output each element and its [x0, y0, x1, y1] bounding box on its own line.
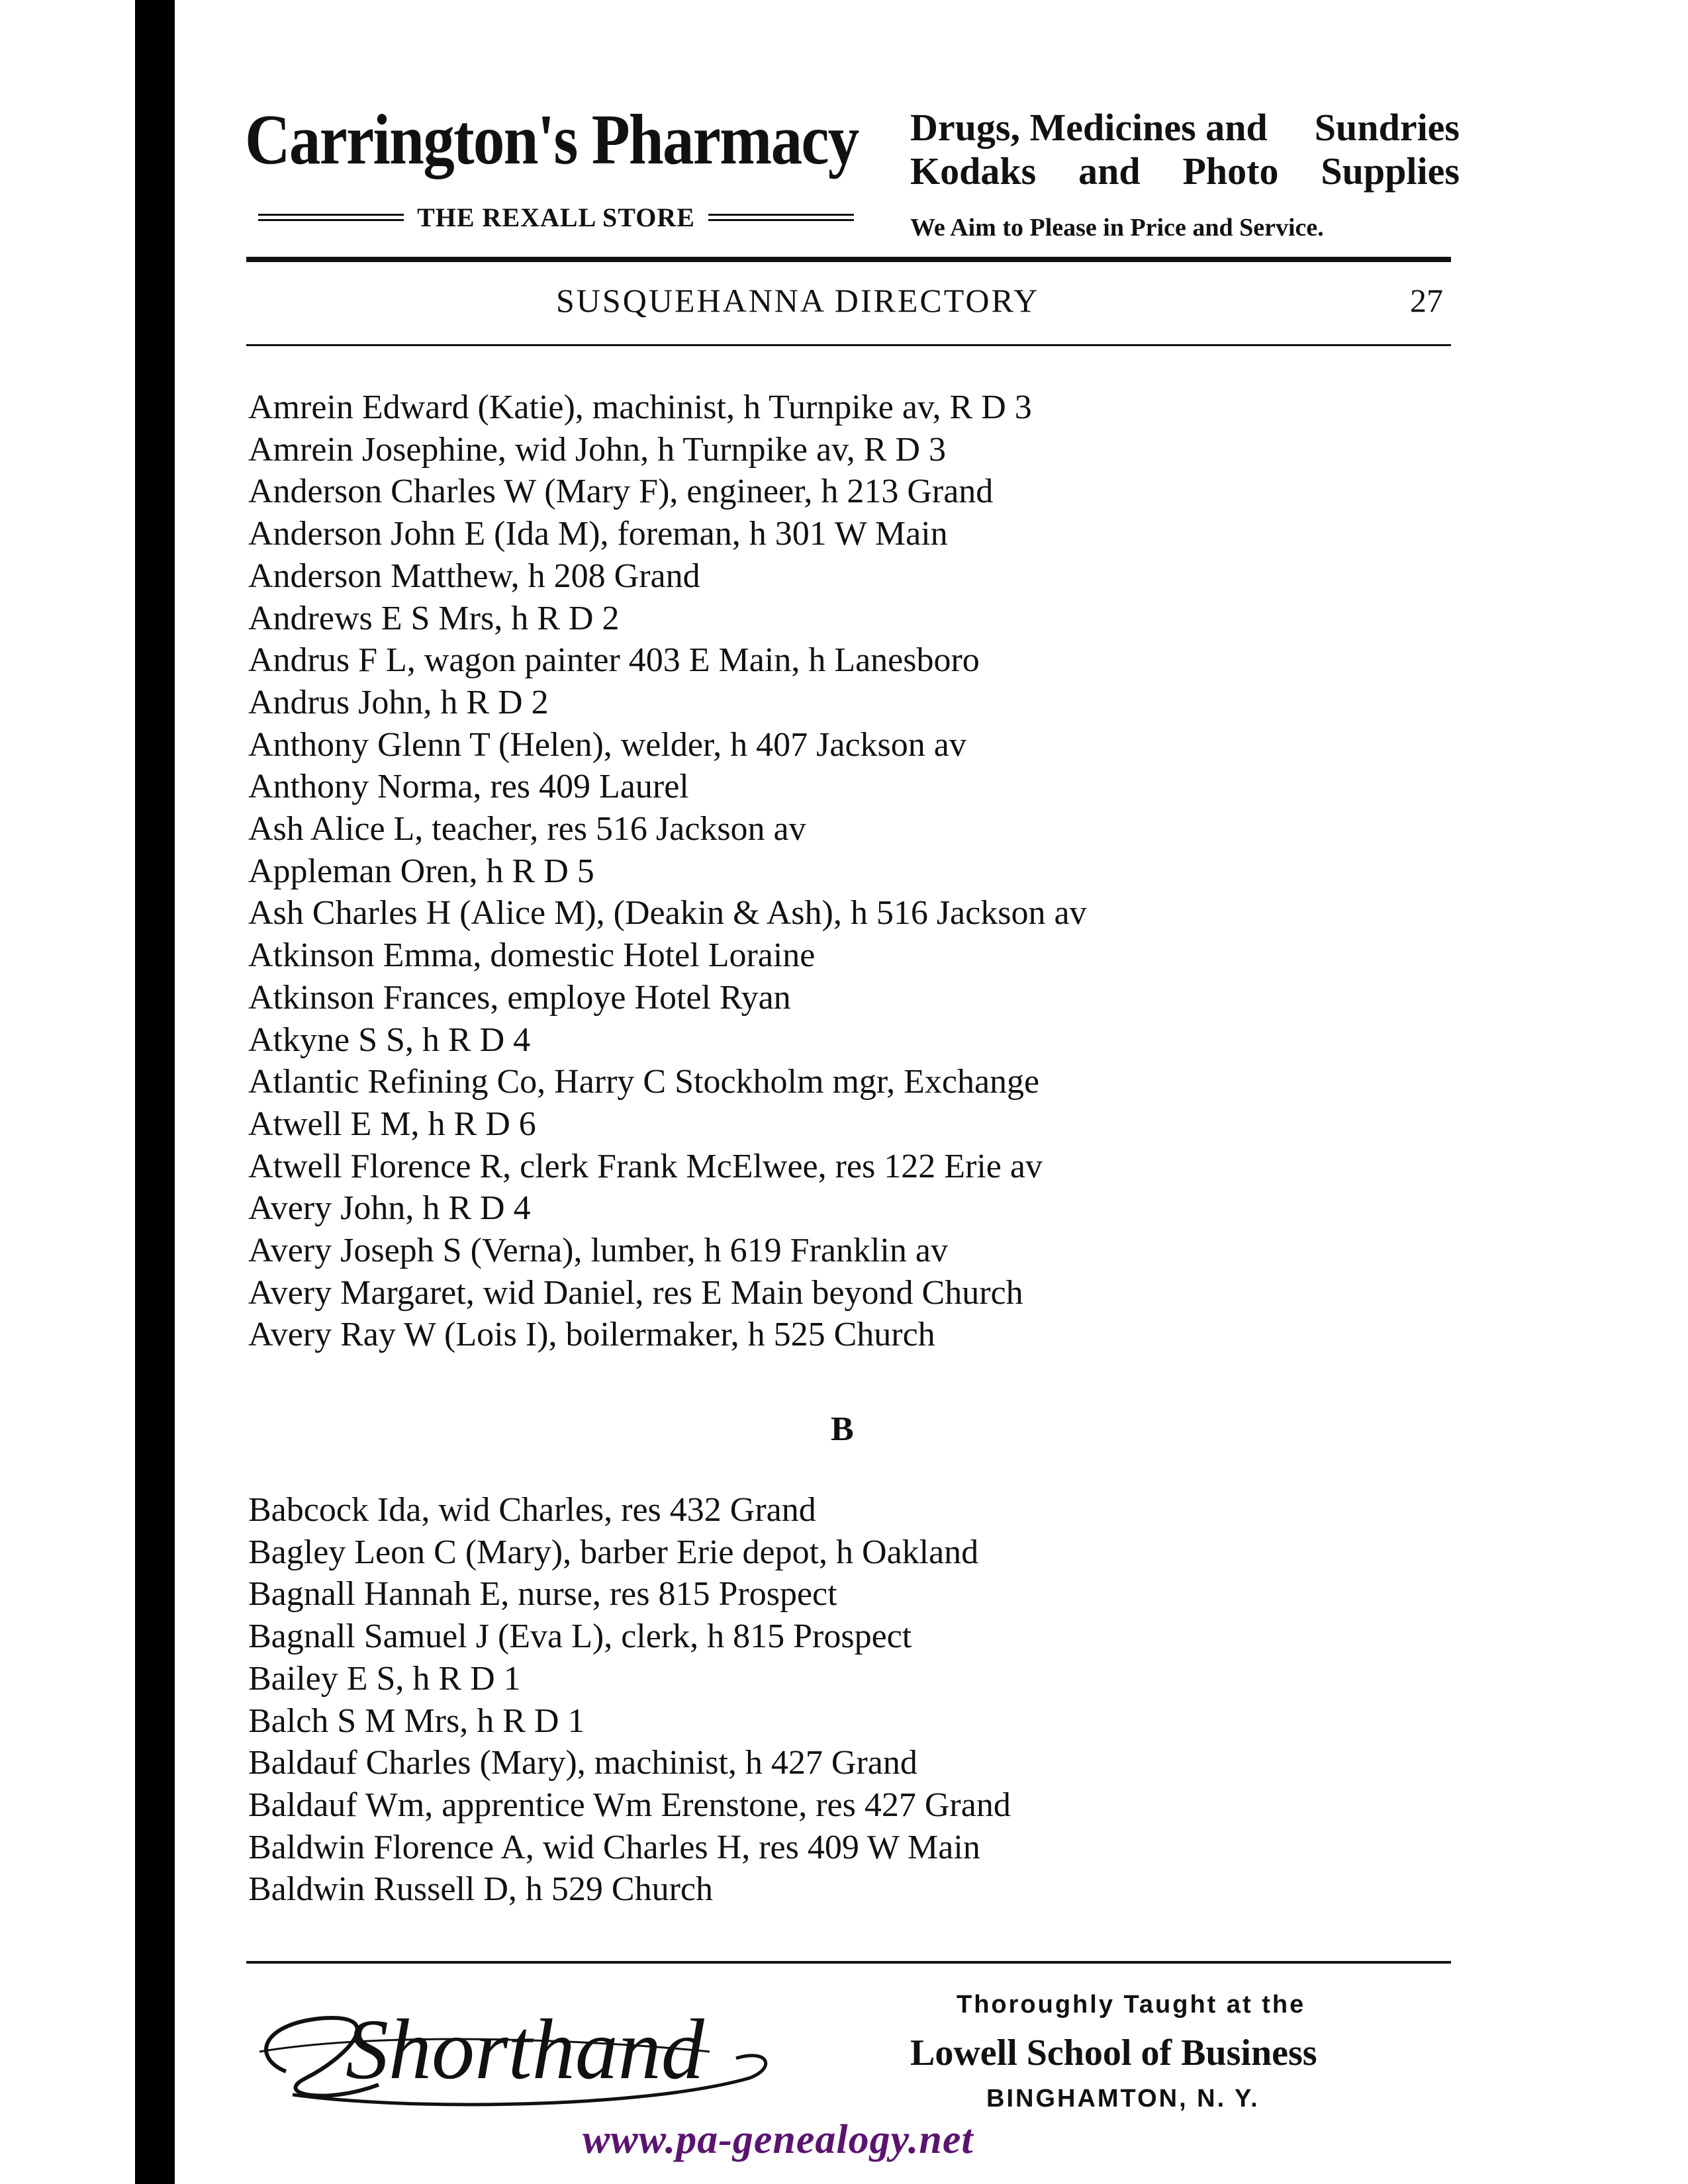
directory-entry: Atkinson Frances, employe Hotel Ryan — [248, 978, 791, 1017]
directory-entry: Ash Charles H (Alice M), (Deakin & Ash), h 516 Jackson av — [248, 894, 1087, 933]
directory-entry: Atkyne S S, h R D 4 — [248, 1021, 531, 1059]
section-heading: B — [831, 1410, 854, 1448]
school-name: Lowell School of Business — [910, 2032, 1317, 2073]
rexall-store-line — [245, 202, 867, 233]
directory-entry: Bailey E S, h R D 1 — [248, 1659, 521, 1698]
products-line-1 — [910, 106, 1460, 150]
directory-entry: Appleman Oren, h R D 5 — [248, 852, 594, 890]
directory-entry: Baldauf Wm, apprentice Wm Erenstone, res 427 Grand — [248, 1786, 1011, 1824]
directory-entry: Bagnall Hannah E, nurse, res 815 Prospect — [248, 1575, 837, 1614]
directory-entry: Ash Alice L, teacher, res 516 Jackson av — [248, 810, 806, 848]
directory-entry: Baldauf Charles (Mary), machinist, h 427 Grand — [248, 1744, 917, 1782]
directory-entry: Atwell E M, h R D 6 — [248, 1105, 536, 1143]
directory-entry: Bagnall Samuel J (Eva L), clerk, h 815 Prospect — [248, 1617, 912, 1656]
divider — [708, 214, 854, 221]
website-watermark: www.pa-genealogy.net — [583, 2117, 974, 2162]
products-line-2 — [910, 150, 1460, 193]
directory-entry: Anthony Glenn T (Helen), welder, h 407 Jackson av — [248, 725, 966, 764]
products-text: Drugs, Medicines and — [910, 106, 1268, 149]
rexall-store-label: THE REXALL STORE — [417, 203, 695, 232]
directory-entry: Avery Joseph S (Verna), lumber, h 619 Franklin av — [248, 1232, 948, 1270]
directory-entry: Anderson Matthew, h 208 Grand — [248, 557, 700, 595]
school-city: BINGHAMTON, N. Y. — [986, 2085, 1260, 2113]
directory-entry: Avery Ray W (Lois I), boilermaker, h 525 Church — [248, 1316, 935, 1354]
directory-entry: Baldwin Russell D, h 529 Church — [248, 1870, 713, 1909]
directory-entries-b — [248, 1489, 1453, 1911]
products-text: Photo — [1182, 150, 1279, 193]
taught-line: Thoroughly Taught at the — [957, 1991, 1306, 2019]
directory-entry: Bagley Leon C (Mary), barber Erie depot, h Oakland — [248, 1533, 979, 1571]
shorthand-script-logo — [246, 1979, 782, 2111]
directory-entry: Amrein Edward (Katie), machinist, h Turnpike av, R D 3 — [248, 388, 1032, 426]
products-text: Sundries — [1314, 106, 1460, 149]
directory-title: SUSQUEHANNA DIRECTORY — [556, 282, 1040, 319]
footer-rule — [246, 1961, 1451, 1964]
header-rule — [246, 257, 1451, 262]
divider — [258, 214, 404, 221]
directory-entry: Anderson Charles W (Mary F), engineer, h 213 Grand — [248, 473, 994, 511]
directory-entry: Anthony Norma, res 409 Laurel — [248, 768, 689, 806]
directory-entry: Avery Margaret, wid Daniel, res E Main beyond Church — [248, 1273, 1023, 1312]
products-text: and — [1078, 150, 1141, 193]
pharmacy-slogan: We Aim to Please in Price and Service. — [910, 214, 1324, 242]
directory-entries-a — [248, 387, 1453, 1356]
directory-entry: Babcock Ida, wid Charles, res 432 Grand — [248, 1491, 816, 1529]
products-text: Supplies — [1321, 150, 1460, 193]
directory-entry: Balch S M Mrs, h R D 1 — [248, 1702, 585, 1740]
directory-entry: Avery John, h R D 4 — [248, 1189, 531, 1228]
directory-entry: Baldwin Florence A, wid Charles H, res 409 W Main — [248, 1828, 980, 1866]
header-rule — [246, 344, 1451, 346]
directory-entry: Atwell Florence R, clerk Frank McElwee, res 122 Erie av — [248, 1147, 1043, 1185]
products-text: Kodaks — [910, 150, 1037, 193]
directory-entry: Andrews E S Mrs, h R D 2 — [248, 599, 620, 637]
directory-entry: Andrus John, h R D 2 — [248, 683, 549, 721]
directory-entry: Atlantic Refining Co, Harry C Stockholm mgr, Exchange — [248, 1063, 1040, 1101]
directory-entry: Amrein Josephine, wid John, h Turnpike av, R D 3 — [248, 430, 946, 469]
directory-entry: Anderson John E (Ida M), foreman, h 301 W Main — [248, 515, 948, 553]
page-binding-edge — [135, 0, 175, 2184]
pharmacy-name: Carrington's Pharmacy — [245, 101, 859, 179]
page-number: 27 — [1410, 282, 1443, 319]
shorthand-logo-text: Shorthand — [346, 2002, 704, 2097]
pharmacy-products — [910, 106, 1460, 242]
directory-entry: Andrus F L, wagon painter 403 E Main, h Lanesboro — [248, 641, 980, 680]
directory-entry: Atkinson Emma, domestic Hotel Loraine — [248, 936, 816, 975]
